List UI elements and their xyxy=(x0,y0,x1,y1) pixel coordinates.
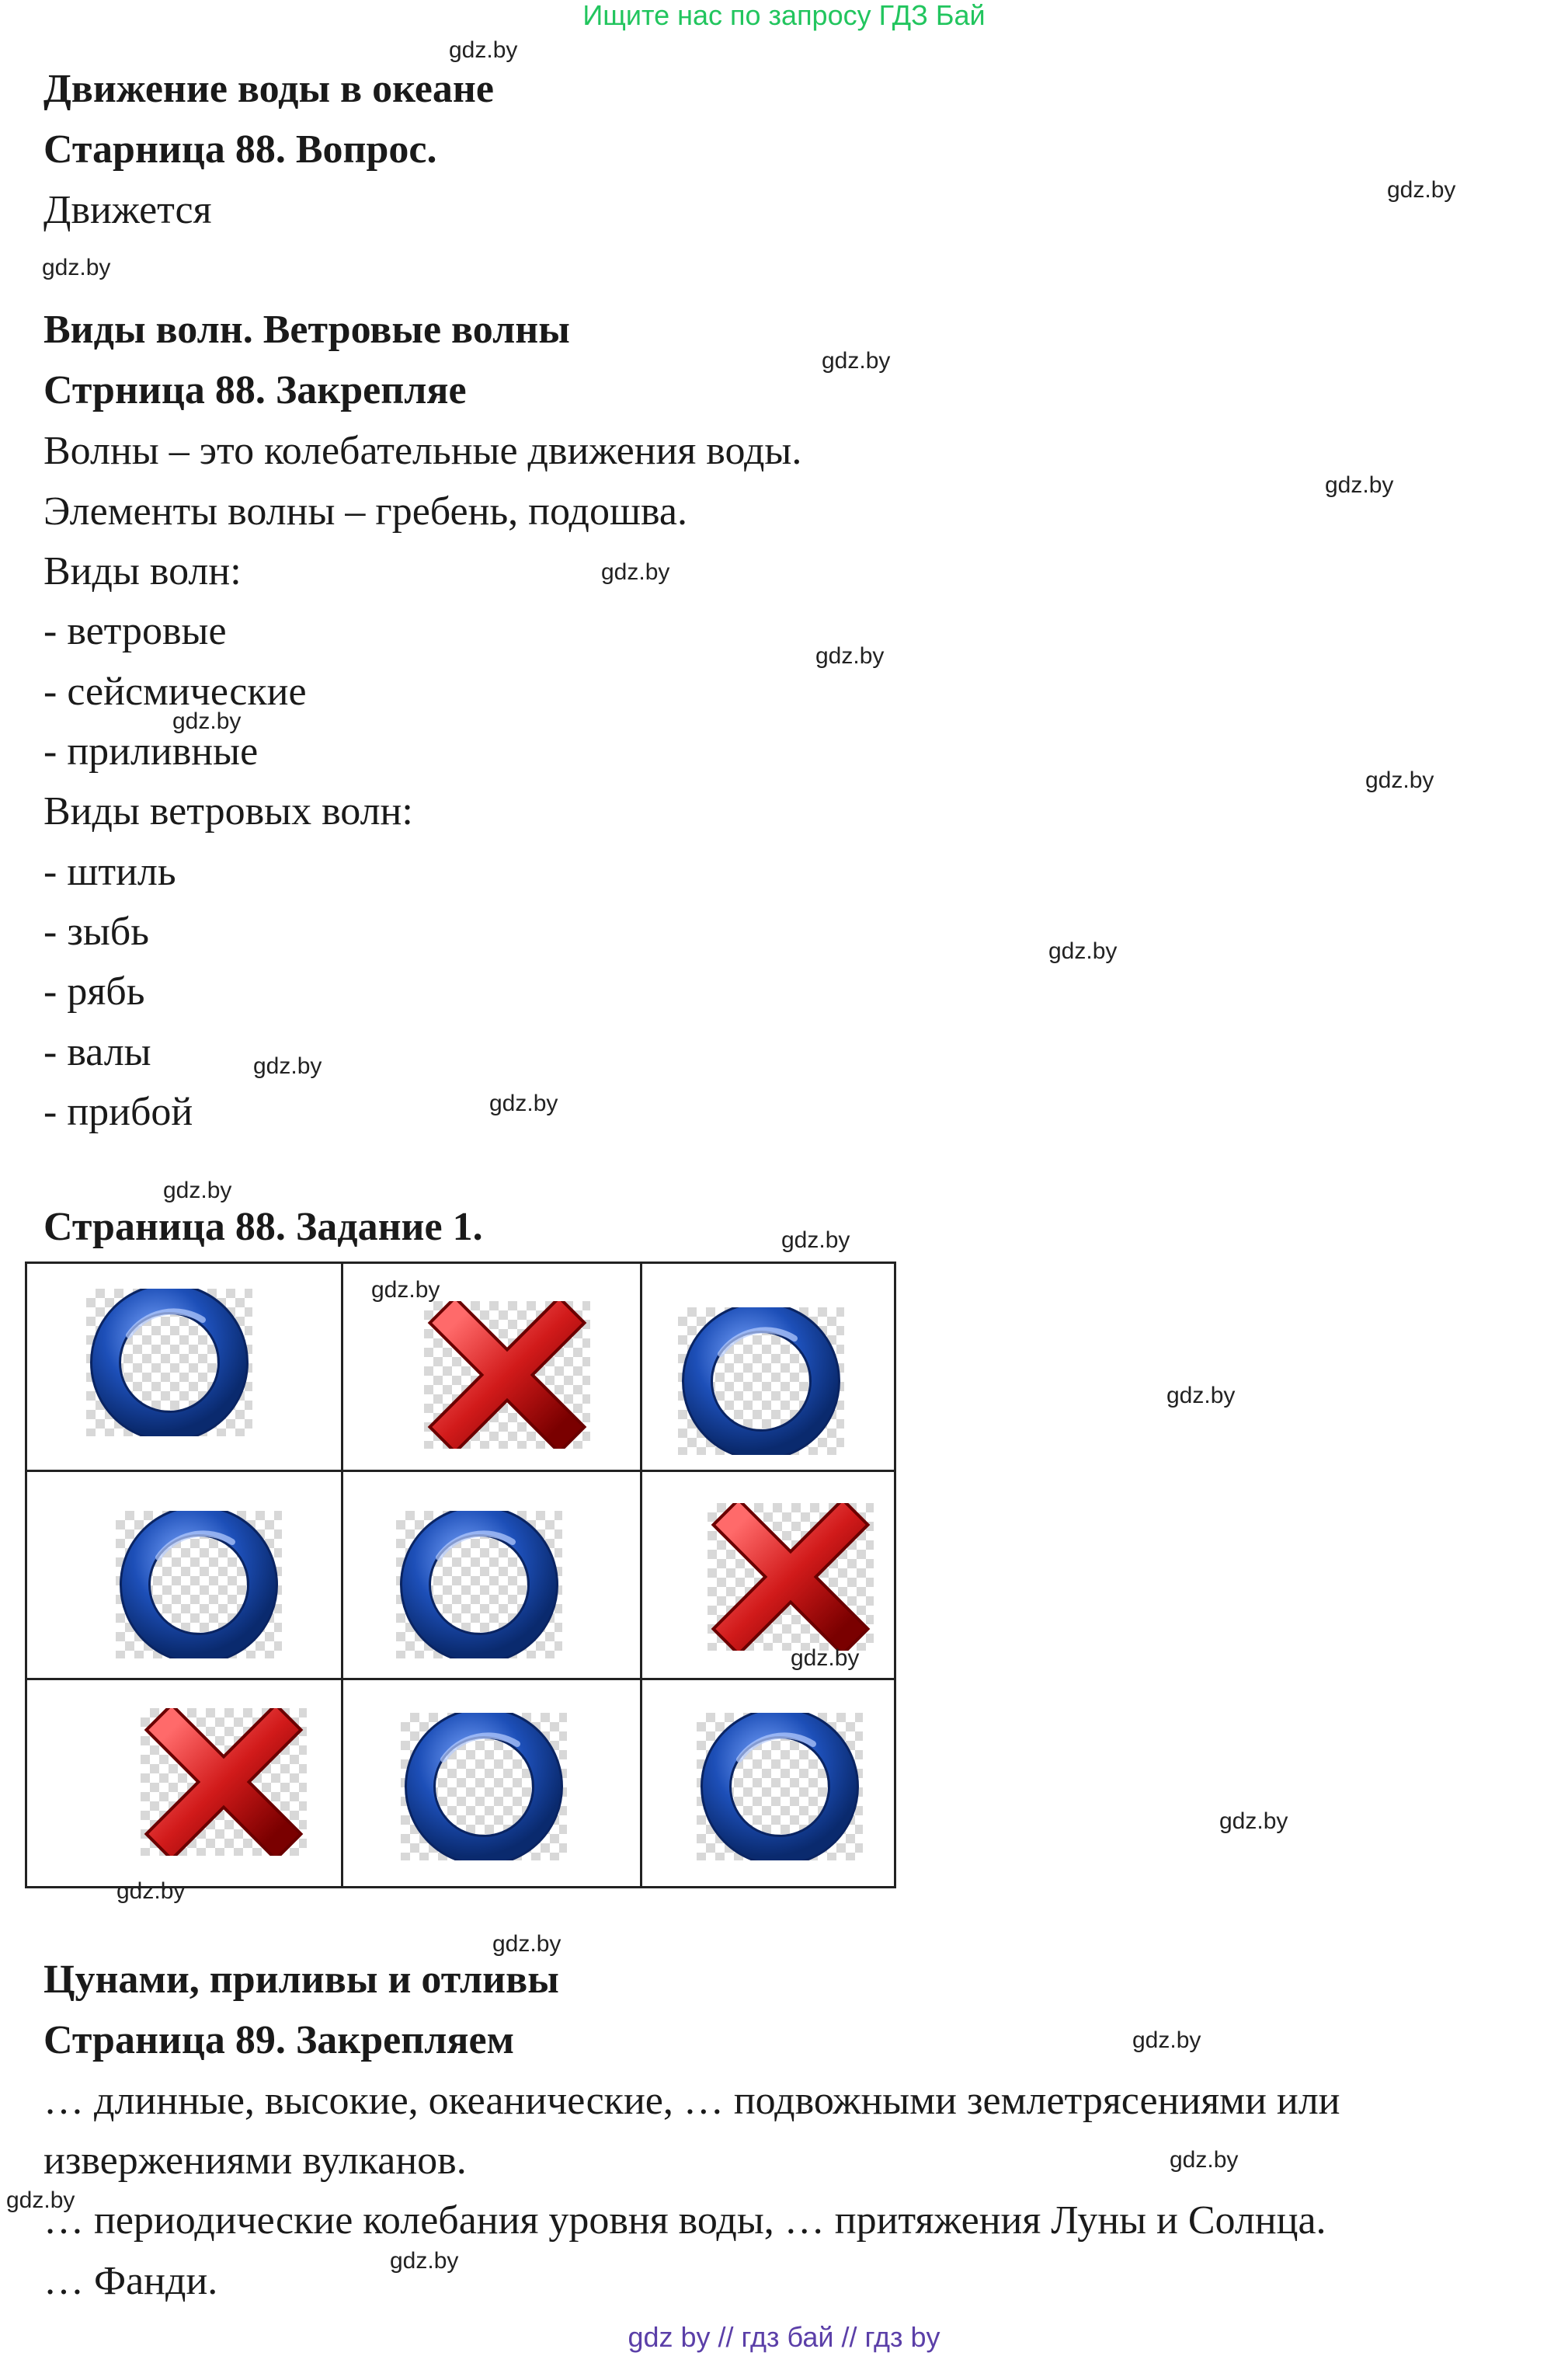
grid-cell xyxy=(342,1679,641,1888)
section2-line: - зыбь xyxy=(43,910,149,954)
watermark: gdz.by xyxy=(601,559,670,585)
section1-subtitle: Старница 88. Вопрос. xyxy=(43,127,437,172)
section4-line: … периодические колебания уровня воды, … притяжения Луны и Солнца. xyxy=(43,2198,1326,2243)
section2-line: - ветровые xyxy=(43,609,227,653)
section1-title: Движение воды в океане xyxy=(43,67,494,111)
section2-line: - приливные xyxy=(43,729,259,774)
section3-title: Страница 88. Задание 1. xyxy=(43,1205,483,1249)
circle-icon xyxy=(116,1511,282,1658)
watermark: gdz.by xyxy=(1387,177,1456,203)
section2-line: - прибой xyxy=(43,1090,193,1134)
section2-line: Виды волн: xyxy=(43,549,242,593)
section2-line: - валы xyxy=(43,1030,151,1074)
grid-cell xyxy=(641,1263,895,1471)
watermark: gdz.by xyxy=(390,2248,459,2274)
watermark: gdz.by xyxy=(371,1277,440,1303)
watermark: gdz.by xyxy=(815,643,885,669)
section2-title: Виды волн. Ветровые волны xyxy=(43,308,570,352)
grid-cell xyxy=(641,1679,895,1888)
grid-cell xyxy=(26,1679,342,1888)
watermark: gdz.by xyxy=(42,255,111,280)
circle-icon xyxy=(678,1307,844,1455)
cross-icon xyxy=(424,1301,590,1449)
watermark: gdz.by xyxy=(1170,2147,1239,2173)
watermark: gdz.by xyxy=(791,1645,860,1671)
cross-icon xyxy=(141,1708,307,1856)
footer-links[interactable]: gdz by // гдз бай // гдз by xyxy=(628,2321,940,2353)
watermark: gdz.by xyxy=(1048,938,1118,964)
section2-subtitle: Стрница 88. Закрепляе xyxy=(43,368,467,412)
watermark: gdz.by xyxy=(1365,767,1434,793)
watermark: gdz.by xyxy=(6,2187,75,2213)
grid-cell xyxy=(26,1263,342,1471)
circle-icon xyxy=(396,1511,562,1658)
watermark: gdz.by xyxy=(1325,472,1394,498)
section2-line: Волны – это колебательные движения воды. xyxy=(43,429,802,473)
watermark: gdz.by xyxy=(1166,1383,1236,1408)
section2-line: Виды ветровых волн: xyxy=(43,789,413,833)
section4-title: Цунами, приливы и отливы xyxy=(43,1958,559,2002)
section2-line: - сейсмические xyxy=(43,670,307,714)
search-hint-header[interactable]: Ищите нас по запросу ГДЗ Бай xyxy=(582,0,986,31)
section2-line: - штиль xyxy=(43,850,176,894)
circle-icon xyxy=(401,1713,567,1860)
section2-line: Элементы волны – гребень, подошва. xyxy=(43,489,687,534)
tic-tac-toe-grid xyxy=(25,1262,896,1888)
watermark: gdz.by xyxy=(1219,1808,1288,1834)
watermark: gdz.by xyxy=(163,1178,232,1203)
section4-line: … Фанди. xyxy=(43,2259,218,2303)
watermark: gdz.by xyxy=(1132,2027,1201,2053)
grid-cell xyxy=(26,1471,342,1679)
watermark: gdz.by xyxy=(489,1091,558,1116)
watermark: gdz.by xyxy=(172,708,242,734)
watermark: gdz.by xyxy=(822,348,891,374)
watermark: gdz.by xyxy=(116,1878,186,1904)
section2-line: - рябь xyxy=(43,969,145,1014)
watermark: gdz.by xyxy=(781,1227,850,1253)
cross-icon xyxy=(708,1503,874,1651)
section4-subtitle: Страница 89. Закрепляем xyxy=(43,2018,515,2062)
circle-icon xyxy=(86,1289,252,1436)
watermark: gdz.by xyxy=(253,1053,322,1079)
circle-icon xyxy=(697,1713,863,1860)
section1-answer: Движется xyxy=(43,188,212,232)
section4-line: извержениями вулканов. xyxy=(43,2138,467,2183)
section4-line: … длинные, высокие, океанические, … подвожными землетрясениями или xyxy=(43,2079,1340,2123)
grid-cell xyxy=(342,1471,641,1679)
watermark: gdz.by xyxy=(492,1931,561,1957)
watermark: gdz.by xyxy=(449,37,518,63)
